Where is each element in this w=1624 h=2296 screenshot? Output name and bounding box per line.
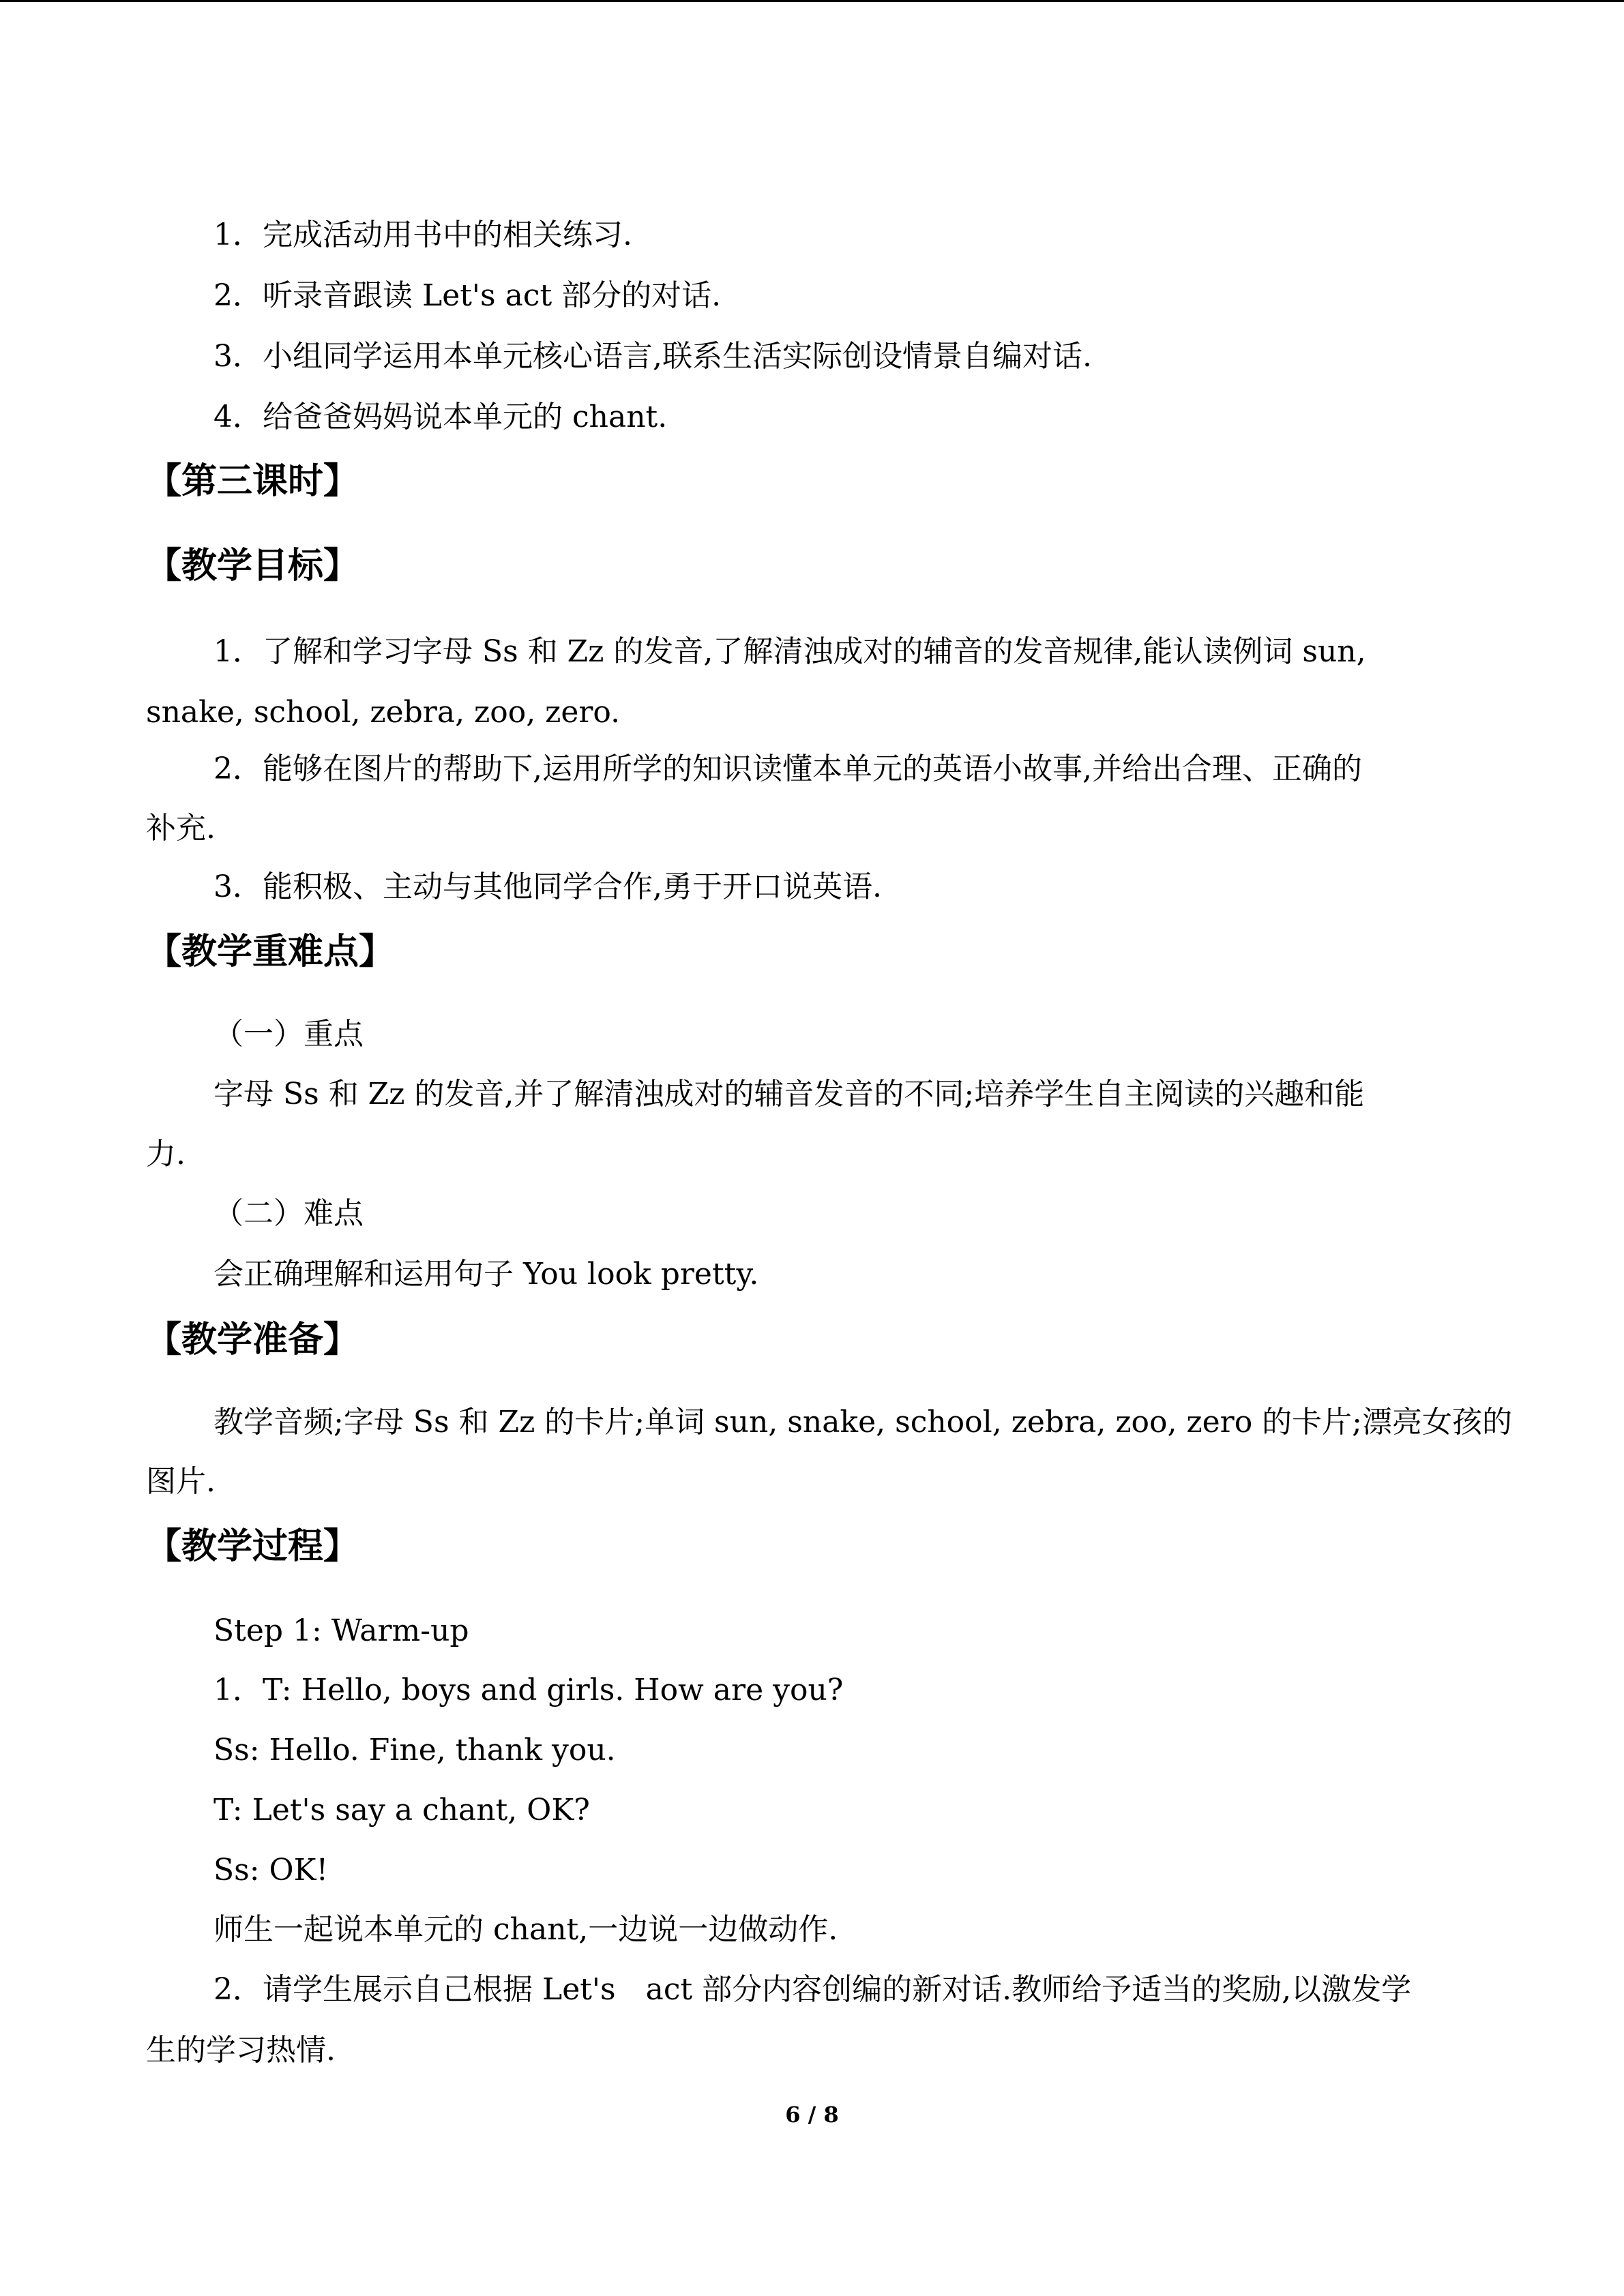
key-point-subheading: （一）重点 xyxy=(213,1017,364,1052)
process-line-5: 师生一起说本单元的 chant,一边说一边做动作. xyxy=(213,1912,838,1947)
homework-item-4: 4．给爸爸妈妈说本单元的 chant. xyxy=(213,400,668,434)
homework-item-2: 2．听录音跟读 Let's act 部分的对话. xyxy=(213,278,722,313)
process-line-3: T: Let's say a chant, OK? xyxy=(213,1793,590,1828)
homework-item-1: 1．完成活动用书中的相关练习. xyxy=(213,218,632,252)
process-line-6a: 2．请学生展示自己根据 Let's act 部分内容创编的新对话.教师给予适当的奖励,以激发学 xyxy=(213,1972,1412,2007)
objective-3: 3．能积极、主动与其他同学合作,勇于开口说英语. xyxy=(213,869,882,904)
process-line-6b: 生的学习热情. xyxy=(146,2033,336,2068)
preparation-line-2: 图片. xyxy=(146,1464,216,1499)
objective-1-line-2: snake, school, zebra, zoo, zero. xyxy=(146,695,621,730)
process-step-1: Step 1: Warm-up xyxy=(213,1613,469,1648)
key-point-line-2: 力. xyxy=(146,1137,186,1172)
process-heading: 【教学过程】 xyxy=(146,1526,359,1567)
key-points-heading: 【教学重难点】 xyxy=(146,931,395,972)
process-line-1: 1．T: Hello, boys and girls. How are you? xyxy=(213,1673,844,1708)
process-line-2: Ss: Hello. Fine, thank you. xyxy=(213,1733,616,1768)
objectives-heading: 【教学目标】 xyxy=(146,546,359,586)
objective-1-line-1: 1．了解和学习字母 Ss 和 Zz 的发音,了解清浊成对的辅音的发音规律,能认读例词 sun, xyxy=(213,634,1366,669)
key-point-line-1: 字母 Ss 和 Zz 的发音,并了解清浊成对的辅音发音的不同;培养学生自主阅读的兴趣和能 xyxy=(213,1077,1365,1112)
preparation-line-1: 教学音频;字母 Ss 和 Zz 的卡片;单词 sun, snake, school, zebra, zoo, zero 的卡片;漂亮女孩的 xyxy=(213,1405,1513,1440)
homework-item-3: 3．小组同学运用本单元核心语言,联系生活实际创设情景自编对话. xyxy=(213,339,1092,374)
difficulty-text: 会正确理解和运用句子 You look pretty. xyxy=(213,1257,759,1292)
page-number: 6 / 8 xyxy=(785,2102,839,2128)
process-line-4: Ss: OK! xyxy=(213,1853,329,1888)
objective-2-line-1: 2．能够在图片的帮助下,运用所学的知识读懂本单元的英语小故事,并给出合理、正确的 xyxy=(213,751,1362,786)
difficulty-subheading: （二）难点 xyxy=(213,1196,364,1231)
preparation-heading: 【教学准备】 xyxy=(146,1320,359,1360)
objective-2-line-2: 补充. xyxy=(146,811,216,846)
lesson3-heading: 【第三课时】 xyxy=(146,461,359,502)
